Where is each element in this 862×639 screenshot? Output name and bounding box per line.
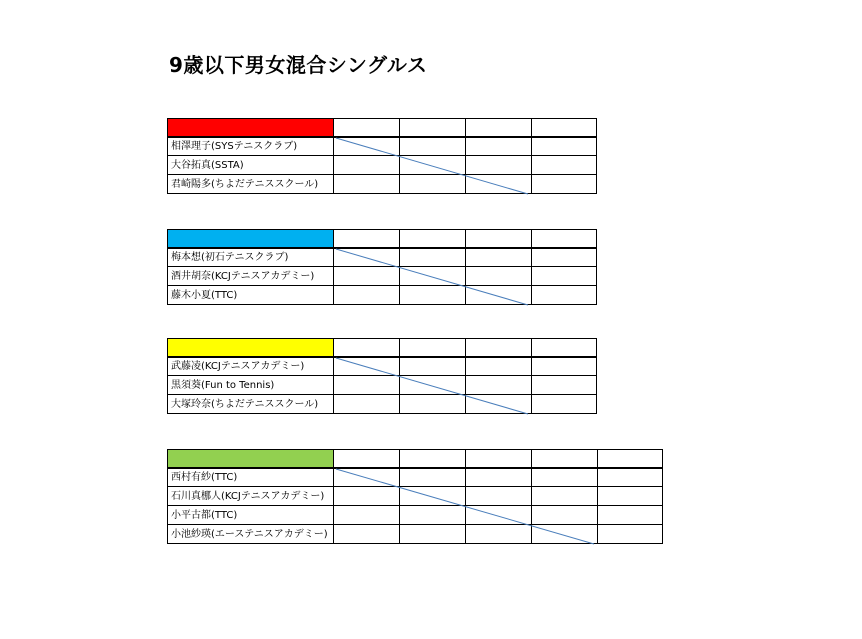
score-cell (399, 525, 465, 544)
score-cell (399, 376, 465, 395)
player-name-cell (167, 156, 333, 175)
score-cell (465, 487, 531, 506)
header-cell (465, 338, 531, 357)
score-cell (465, 525, 531, 544)
player-name: 大谷拓真(SSTA) (171, 160, 244, 171)
player-name: 小平古都(TTC) (171, 510, 238, 521)
score-cell (399, 248, 465, 267)
player-name-cell (167, 137, 333, 156)
group-header-color (167, 338, 333, 357)
header-cell (531, 229, 597, 248)
player-name-cell (167, 487, 333, 506)
score-cell (333, 468, 399, 487)
score-cell (399, 487, 465, 506)
player-name: 藤木小夏(TTC) (171, 290, 238, 301)
header-cell (333, 118, 399, 137)
player-name: 小池紗瑛(エーステニスアカデミー) (171, 529, 328, 540)
score-cell (465, 156, 531, 175)
score-cell (333, 286, 399, 305)
group-header-color (167, 118, 333, 137)
player-name: 酒井胡奈(KCJテニスアカデミー) (171, 271, 315, 282)
player-name-cell (167, 395, 333, 414)
score-cell (399, 506, 465, 525)
score-cell (465, 248, 531, 267)
player-name: 相澤理子(SYSテニスクラブ) (171, 141, 298, 152)
score-cell (531, 248, 597, 267)
score-cell (531, 286, 597, 305)
score-cell (399, 175, 465, 194)
player-name-cell (167, 468, 333, 487)
player-name-cell (167, 376, 333, 395)
score-cell (531, 525, 597, 544)
header-cell (465, 229, 531, 248)
header-cell (333, 229, 399, 248)
score-cell (399, 468, 465, 487)
header-cell (399, 449, 465, 468)
score-cell (333, 248, 399, 267)
score-cell (333, 376, 399, 395)
header-cell (465, 118, 531, 137)
group-header-color (167, 229, 333, 248)
score-cell (399, 286, 465, 305)
score-cell (333, 525, 399, 544)
player-name: 石川真梛人(KCJテニスアカデミー) (171, 491, 325, 502)
score-cell (597, 525, 663, 544)
player-name-cell (167, 357, 333, 376)
player-name-cell (167, 506, 333, 525)
score-cell (465, 395, 531, 414)
header-cell (465, 449, 531, 468)
group-header-color (167, 449, 333, 468)
score-cell (333, 156, 399, 175)
player-name-cell (167, 248, 333, 267)
score-cell (399, 395, 465, 414)
score-cell (531, 376, 597, 395)
player-name-cell (167, 175, 333, 194)
score-cell (333, 267, 399, 286)
score-cell (465, 175, 531, 194)
score-cell (597, 487, 663, 506)
header-cell (333, 449, 399, 468)
player-name: 黒須葵(Fun to Tennis) (171, 380, 275, 391)
score-cell (333, 137, 399, 156)
score-cell (333, 357, 399, 376)
header-cell (333, 338, 399, 357)
player-name: 君崎陽多(ちよだテニススクール) (171, 179, 319, 190)
player-name-cell (167, 286, 333, 305)
score-cell (333, 506, 399, 525)
score-cell (333, 175, 399, 194)
player-name: 武藤凌(KCJテニスアカデミー) (171, 361, 305, 372)
score-cell (531, 175, 597, 194)
score-cell (333, 395, 399, 414)
score-cell (465, 286, 531, 305)
page-title: 9歳以下男女混合シングルス (169, 53, 428, 77)
header-cell (531, 338, 597, 357)
score-cell (531, 137, 597, 156)
score-cell (465, 506, 531, 525)
header-cell (531, 449, 597, 468)
score-cell (465, 137, 531, 156)
score-cell (333, 487, 399, 506)
score-cell (399, 357, 465, 376)
score-cell (399, 267, 465, 286)
player-name: 西村有紗(TTC) (171, 472, 238, 483)
score-cell (531, 506, 597, 525)
player-name: 大塚玲奈(ちよだテニススクール) (171, 399, 319, 410)
score-cell (465, 468, 531, 487)
score-cell (531, 156, 597, 175)
score-cell (465, 267, 531, 286)
header-cell (597, 449, 663, 468)
header-cell (399, 118, 465, 137)
score-cell (465, 376, 531, 395)
score-cell (531, 357, 597, 376)
header-cell (531, 118, 597, 137)
score-cell (531, 468, 597, 487)
player-name: 梅本想(初石テニスクラブ) (171, 252, 289, 263)
score-cell (531, 267, 597, 286)
score-cell (399, 137, 465, 156)
player-name-cell (167, 525, 333, 544)
player-name-cell (167, 267, 333, 286)
score-cell (465, 357, 531, 376)
score-cell (597, 506, 663, 525)
score-cell (399, 156, 465, 175)
header-cell (399, 229, 465, 248)
score-cell (597, 468, 663, 487)
score-cell (531, 395, 597, 414)
score-cell (531, 487, 597, 506)
header-cell (399, 338, 465, 357)
